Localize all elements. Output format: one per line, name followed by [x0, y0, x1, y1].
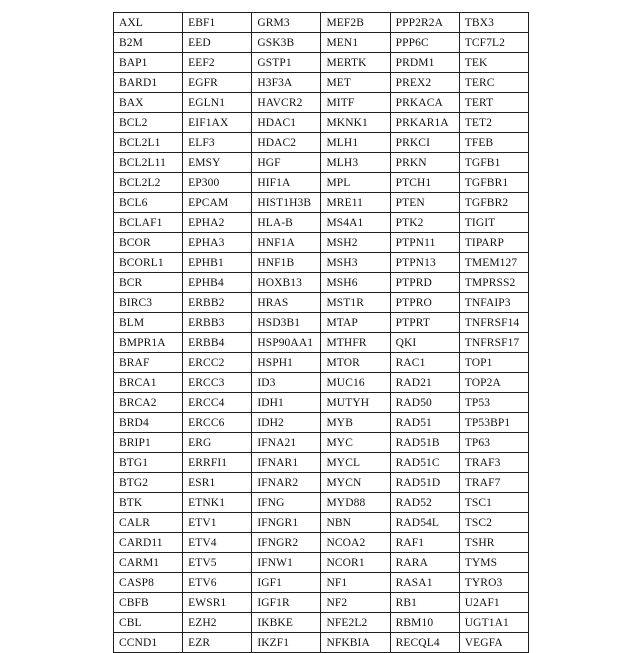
table-row [114, 353, 529, 373]
gene-cell: RAF1 [390, 533, 459, 553]
gene-cell: TNFRSF14 [459, 313, 528, 333]
gene-cell: BRAF [114, 353, 183, 373]
gene-cell: PPP6C [390, 33, 459, 53]
gene-cell: MUC16 [321, 373, 390, 393]
gene-cell: PRKN [390, 153, 459, 173]
table-row [114, 53, 529, 73]
gene-cell: PRDM1 [390, 53, 459, 73]
gene-table-body [114, 13, 529, 653]
gene-cell: NFKBIA [321, 633, 390, 653]
gene-cell: EGFR [183, 73, 252, 93]
gene-cell: EMSY [183, 153, 252, 173]
gene-cell: ETV6 [183, 573, 252, 593]
gene-cell: TCF7L2 [459, 33, 528, 53]
gene-cell: ETV5 [183, 553, 252, 573]
gene-cell: NBN [321, 513, 390, 533]
gene-cell: HSP90AA1 [252, 333, 321, 353]
gene-cell: PRKCI [390, 133, 459, 153]
gene-cell: RAD54L [390, 513, 459, 533]
gene-cell: NFE2L2 [321, 613, 390, 633]
table-row [114, 393, 529, 413]
gene-cell: MS4A1 [321, 213, 390, 233]
gene-cell: TYRO3 [459, 573, 528, 593]
table-row [114, 453, 529, 473]
gene-cell: TIPARP [459, 233, 528, 253]
gene-cell: IDH2 [252, 413, 321, 433]
gene-cell: RB1 [390, 593, 459, 613]
gene-cell: TOP1 [459, 353, 528, 373]
gene-cell: BCR [114, 273, 183, 293]
gene-cell: TRAF3 [459, 453, 528, 473]
gene-cell: PTCH1 [390, 173, 459, 193]
gene-cell: EPHB4 [183, 273, 252, 293]
table-row [114, 633, 529, 653]
gene-cell: TBX3 [459, 13, 528, 33]
gene-cell: HDAC2 [252, 133, 321, 153]
gene-cell: TGFBR2 [459, 193, 528, 213]
gene-cell: MITF [321, 93, 390, 113]
gene-cell: TERT [459, 93, 528, 113]
gene-cell: QKI [390, 333, 459, 353]
gene-cell: ETV4 [183, 533, 252, 553]
gene-cell: BCL6 [114, 193, 183, 213]
gene-cell: EWSR1 [183, 593, 252, 613]
gene-cell: CASP8 [114, 573, 183, 593]
gene-cell: ERCC6 [183, 413, 252, 433]
gene-cell: ERBB4 [183, 333, 252, 353]
gene-cell: RAD51B [390, 433, 459, 453]
table-row [114, 373, 529, 393]
gene-cell: HAVCR2 [252, 93, 321, 113]
gene-cell: CALR [114, 513, 183, 533]
table-row [114, 553, 529, 573]
gene-cell: PTPRT [390, 313, 459, 333]
gene-cell: BMPR1A [114, 333, 183, 353]
gene-cell: BCL2L1 [114, 133, 183, 153]
gene-cell: CBFB [114, 593, 183, 613]
gene-cell: EPHA3 [183, 233, 252, 253]
gene-cell: EPCAM [183, 193, 252, 213]
gene-cell: MYD88 [321, 493, 390, 513]
gene-cell: MUTYH [321, 393, 390, 413]
gene-cell: TSHR [459, 533, 528, 553]
gene-cell: MLH3 [321, 153, 390, 173]
gene-cell: TRAF7 [459, 473, 528, 493]
gene-cell: MKNK1 [321, 113, 390, 133]
gene-cell: EBF1 [183, 13, 252, 33]
gene-cell: RAD51 [390, 413, 459, 433]
gene-cell: TP53 [459, 393, 528, 413]
gene-cell: MET [321, 73, 390, 93]
gene-cell: TSC2 [459, 513, 528, 533]
gene-cell: ESR1 [183, 473, 252, 493]
gene-cell: EPHB1 [183, 253, 252, 273]
gene-cell: BTG2 [114, 473, 183, 493]
gene-cell: MYB [321, 413, 390, 433]
gene-cell: ETNK1 [183, 493, 252, 513]
table-row [114, 113, 529, 133]
gene-cell: RAD21 [390, 373, 459, 393]
gene-cell: TYMS [459, 553, 528, 573]
gene-cell: IGF1R [252, 593, 321, 613]
gene-cell: ERCC3 [183, 373, 252, 393]
gene-cell: CBL [114, 613, 183, 633]
gene-cell: TNFAIP3 [459, 293, 528, 313]
table-row [114, 333, 529, 353]
gene-cell: MEN1 [321, 33, 390, 53]
gene-cell: BAP1 [114, 53, 183, 73]
gene-cell: BCL2 [114, 113, 183, 133]
gene-cell: HRAS [252, 293, 321, 313]
gene-cell: TIGIT [459, 213, 528, 233]
gene-cell: IFNG [252, 493, 321, 513]
table-row [114, 73, 529, 93]
gene-cell: AXL [114, 13, 183, 33]
gene-cell: ERRFI1 [183, 453, 252, 473]
table-row [114, 13, 529, 33]
gene-cell: MTAP [321, 313, 390, 333]
gene-cell: BTK [114, 493, 183, 513]
gene-cell: PRKAR1A [390, 113, 459, 133]
gene-cell: IFNAR1 [252, 453, 321, 473]
gene-cell: IFNAR2 [252, 473, 321, 493]
gene-cell: EZR [183, 633, 252, 653]
gene-cell: HDAC1 [252, 113, 321, 133]
table-row [114, 173, 529, 193]
gene-cell: IGF1 [252, 573, 321, 593]
gene-cell: TP53BP1 [459, 413, 528, 433]
gene-cell: IKBKE [252, 613, 321, 633]
gene-cell: MSH3 [321, 253, 390, 273]
gene-cell: IFNW1 [252, 553, 321, 573]
gene-cell: MSH2 [321, 233, 390, 253]
table-row [114, 473, 529, 493]
gene-cell: H3F3A [252, 73, 321, 93]
gene-cell: IFNGR2 [252, 533, 321, 553]
gene-cell: RAD52 [390, 493, 459, 513]
gene-cell: ERCC4 [183, 393, 252, 413]
gene-cell: HSD3B1 [252, 313, 321, 333]
gene-cell: BAX [114, 93, 183, 113]
gene-cell: PTK2 [390, 213, 459, 233]
gene-cell: CCND1 [114, 633, 183, 653]
gene-cell: EIF1AX [183, 113, 252, 133]
gene-cell: PTEN [390, 193, 459, 213]
gene-cell: MTHFR [321, 333, 390, 353]
gene-cell: MERTK [321, 53, 390, 73]
gene-cell: BRIP1 [114, 433, 183, 453]
gene-cell: PTPN13 [390, 253, 459, 273]
gene-cell: IKZF1 [252, 633, 321, 653]
table-row [114, 93, 529, 113]
gene-cell: CARM1 [114, 553, 183, 573]
gene-cell: EED [183, 33, 252, 53]
gene-cell: ERG [183, 433, 252, 453]
gene-cell: RARA [390, 553, 459, 573]
gene-cell: HIF1A [252, 173, 321, 193]
gene-cell: MLH1 [321, 133, 390, 153]
gene-cell: HNF1B [252, 253, 321, 273]
gene-cell: TET2 [459, 113, 528, 133]
gene-cell: U2AF1 [459, 593, 528, 613]
gene-cell: RAD50 [390, 393, 459, 413]
gene-cell: MYCL [321, 453, 390, 473]
gene-cell: MYC [321, 433, 390, 453]
gene-cell: NCOA2 [321, 533, 390, 553]
table-row [114, 213, 529, 233]
gene-cell: ERBB2 [183, 293, 252, 313]
gene-cell: BCL2L2 [114, 173, 183, 193]
gene-cell: EZH2 [183, 613, 252, 633]
gene-cell: BCOR [114, 233, 183, 253]
table-row [114, 293, 529, 313]
gene-cell: ETV1 [183, 513, 252, 533]
gene-cell: IFNGR1 [252, 513, 321, 533]
gene-cell: HLA-B [252, 213, 321, 233]
table-row [114, 153, 529, 173]
gene-cell: ERBB3 [183, 313, 252, 333]
gene-cell: BRD4 [114, 413, 183, 433]
gene-cell: GSTP1 [252, 53, 321, 73]
gene-cell: TFEB [459, 133, 528, 153]
gene-cell: MPL [321, 173, 390, 193]
table-row [114, 433, 529, 453]
gene-cell: TNFRSF17 [459, 333, 528, 353]
gene-cell: TMEM127 [459, 253, 528, 273]
gene-cell: HGF [252, 153, 321, 173]
gene-cell: B2M [114, 33, 183, 53]
gene-cell: BCLAF1 [114, 213, 183, 233]
table-row [114, 593, 529, 613]
table-row [114, 533, 529, 553]
gene-cell: IDH1 [252, 393, 321, 413]
gene-cell: VEGFA [459, 633, 528, 653]
gene-cell: MRE11 [321, 193, 390, 213]
gene-cell: PPP2R2A [390, 13, 459, 33]
gene-cell: NCOR1 [321, 553, 390, 573]
gene-cell: TOP2A [459, 373, 528, 393]
table-row [114, 253, 529, 273]
gene-cell: EP300 [183, 173, 252, 193]
gene-cell: HOXB13 [252, 273, 321, 293]
gene-cell: RASA1 [390, 573, 459, 593]
gene-cell: EPHA2 [183, 213, 252, 233]
table-row [114, 573, 529, 593]
gene-cell: TERC [459, 73, 528, 93]
gene-cell: NF2 [321, 593, 390, 613]
table-row [114, 233, 529, 253]
gene-cell: MTOR [321, 353, 390, 373]
gene-cell: HSPH1 [252, 353, 321, 373]
table-row [114, 313, 529, 333]
gene-cell: BIRC3 [114, 293, 183, 313]
gene-cell: RECQL4 [390, 633, 459, 653]
gene-cell: TSC1 [459, 493, 528, 513]
gene-cell: PTPN11 [390, 233, 459, 253]
gene-cell: TP63 [459, 433, 528, 453]
gene-cell: ELF3 [183, 133, 252, 153]
gene-cell: BRCA1 [114, 373, 183, 393]
table-row [114, 513, 529, 533]
gene-cell: BCL2L11 [114, 153, 183, 173]
gene-cell: RAD51D [390, 473, 459, 493]
gene-cell: ID3 [252, 373, 321, 393]
table-row [114, 613, 529, 633]
gene-cell: UGT1A1 [459, 613, 528, 633]
gene-cell: BRCA2 [114, 393, 183, 413]
gene-cell: MEF2B [321, 13, 390, 33]
gene-cell: EEF2 [183, 53, 252, 73]
gene-cell: NF1 [321, 573, 390, 593]
gene-cell: PREX2 [390, 73, 459, 93]
gene-cell: MST1R [321, 293, 390, 313]
gene-cell: BARD1 [114, 73, 183, 93]
gene-cell: BTG1 [114, 453, 183, 473]
table-row [114, 33, 529, 53]
gene-cell: GSK3B [252, 33, 321, 53]
gene-cell: MSH6 [321, 273, 390, 293]
gene-cell: ERCC2 [183, 353, 252, 373]
gene-cell: BCORL1 [114, 253, 183, 273]
gene-cell: PRKACA [390, 93, 459, 113]
gene-cell: TGFB1 [459, 153, 528, 173]
table-row [114, 193, 529, 213]
table-row [114, 413, 529, 433]
gene-cell: MYCN [321, 473, 390, 493]
gene-cell: BLM [114, 313, 183, 333]
gene-cell: HIST1H3B [252, 193, 321, 213]
gene-panel-table [113, 12, 529, 653]
gene-cell: PTPRO [390, 293, 459, 313]
gene-cell: EGLN1 [183, 93, 252, 113]
gene-cell: TEK [459, 53, 528, 73]
gene-cell: RAD51C [390, 453, 459, 473]
gene-cell: GRM3 [252, 13, 321, 33]
gene-cell: CARD11 [114, 533, 183, 553]
gene-cell: RBM10 [390, 613, 459, 633]
table-row [114, 493, 529, 513]
gene-cell: RAC1 [390, 353, 459, 373]
gene-cell: PTPRD [390, 273, 459, 293]
gene-cell: TMPRSS2 [459, 273, 528, 293]
gene-cell: TGFBR1 [459, 173, 528, 193]
table-row [114, 133, 529, 153]
table-row [114, 273, 529, 293]
gene-cell: HNF1A [252, 233, 321, 253]
gene-cell: IFNA21 [252, 433, 321, 453]
